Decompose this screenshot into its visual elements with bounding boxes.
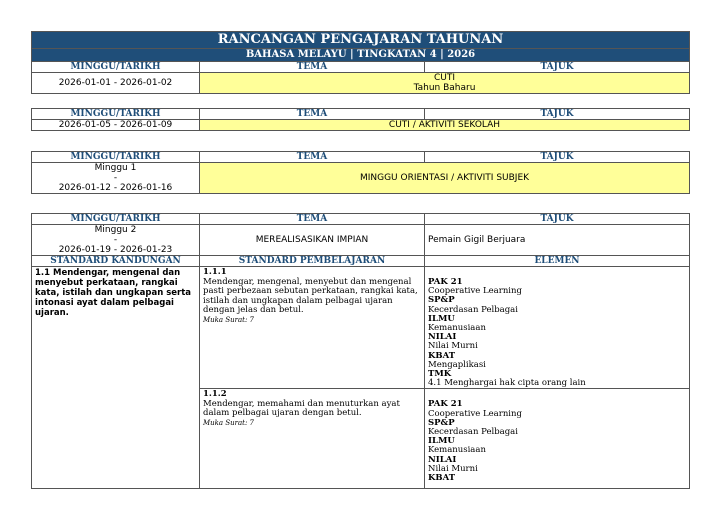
week-dash: - (113, 173, 118, 183)
week-label: Minggu 2 (94, 225, 137, 235)
header-tema: TEMA (200, 62, 425, 73)
standard-pembelajaran-1 (200, 267, 425, 389)
holiday-cell (200, 73, 690, 94)
elemen-pak: Cooperative Learning (428, 408, 522, 419)
page-subtitle: BAHASA MELAYU | TINGKATAN 4 | 2026 (32, 49, 690, 62)
elemen-tmk: 4.1 Menghargai hak cipta orang lain (428, 378, 586, 389)
week-dash: - (113, 235, 118, 245)
elemen-kbat-heading: KBAT (428, 473, 456, 484)
date-cell: 2026-01-05 - 2026-01-09 (32, 120, 200, 131)
activity-cell: CUTI / AKTIVITI SEKOLAH (200, 120, 690, 131)
elemen-spp-heading: SP&P (428, 417, 455, 428)
elemen-1 (425, 267, 690, 389)
elemen-ilmu-heading: ILMU (428, 313, 455, 324)
standard-pembelajaran-2 (200, 389, 425, 489)
elemen-tmk-heading: TMK (428, 369, 452, 380)
header-minggu: MINGGU/TARIKH (32, 109, 200, 120)
elemen-nilai: Nilai Murni (428, 463, 478, 474)
elemen-pak-heading: PAK 21 (428, 277, 463, 287)
header-standard-pembelajaran: STANDARD PEMBELAJARAN (200, 256, 425, 267)
elemen-spp-heading: SP&P (428, 295, 455, 306)
elemen-ilmu: Kemanusiaan (428, 445, 486, 456)
header-minggu: MINGGU/TARIKH (32, 214, 200, 225)
elemen-kbat-heading: KBAT (428, 350, 456, 361)
header-tema: TEMA (200, 152, 425, 163)
week-label: Minggu 1 (94, 163, 137, 173)
elemen-ilmu-heading: ILMU (428, 436, 455, 447)
orientation-cell: MINGGU ORIENTASI / AKTIVITI SUBJEK (200, 163, 690, 194)
date-range: 2026-01-12 - 2026-01-16 (58, 183, 173, 193)
sp-page-ref: Muka Surat: 7 (203, 315, 254, 324)
block-minggu-orientasi (31, 151, 689, 194)
elemen-pak: Cooperative Learning (428, 286, 522, 297)
block-cuti-aktiviti (31, 108, 689, 131)
sp-text: Mendengar, memahami dan menuturkan ayat dalam pelbagai ujaran dengan betul. (203, 398, 400, 419)
week-date-cell (32, 225, 200, 256)
elemen-nilai-heading: NILAI (428, 454, 457, 465)
elemen-2 (425, 389, 690, 489)
page-title: RANCANGAN PENGAJARAN TAHUNAN (32, 32, 690, 49)
sp-page-ref: Muka Surat: 7 (203, 418, 254, 427)
tajuk-cell: Pemain Gigil Berjuara (425, 225, 690, 256)
holiday-name: Tahun Baharu (413, 83, 476, 93)
header-standard-kandungan: STANDARD KANDUNGAN (32, 256, 200, 267)
sp-text: Mendengar, mengenal, menyebut dan mengenal pasti perbezaan sebutan perkataan, rangkai kata, istilah dan ungkapan dalam pelbagai ujaran dengan jelas dan betul. (203, 276, 418, 315)
elemen-nilai-heading: NILAI (428, 332, 457, 343)
header-tema: TEMA (200, 214, 425, 225)
header-minggu: MINGGU/TARIKH (32, 62, 200, 73)
date-range: 2026-01-19 - 2026-01-23 (58, 245, 173, 255)
elemen-pak-heading: PAK 21 (428, 399, 463, 410)
block-cuti-tahun-baharu (31, 31, 689, 94)
elemen-ilmu: Kemanusiaan (428, 323, 486, 334)
week-date-cell (32, 163, 200, 194)
elemen-nilai: Nilai Murni (428, 341, 478, 352)
holiday-label: CUTI (433, 73, 456, 83)
standard-kandungan-cell: 1.1 Mendengar, mengenal dan menyebut perkataan, rangkai kata, istilah dan ungkapan serta intonasi ayat dalam pelbagai ujaran. (32, 267, 200, 489)
block-minggu-2 (31, 213, 689, 489)
sp-code: 1.1.1 (203, 267, 227, 277)
elemen-spp: Kecerdasan Pelbagai (428, 304, 518, 315)
header-minggu: MINGGU/TARIKH (32, 152, 200, 163)
header-elemen: ELEMEN (425, 256, 690, 267)
tema-cell: MEREALISASIKAN IMPIAN (200, 225, 425, 256)
sp-code: 1.1.2 (203, 389, 227, 400)
elemen-kbat: Mengaplikasi (428, 359, 486, 370)
elemen-spp: Kecerdasan Pelbagai (428, 427, 518, 438)
header-tajuk: TAJUK (425, 214, 690, 225)
header-tajuk: TAJUK (425, 152, 690, 163)
header-tema: TEMA (200, 109, 425, 120)
header-tajuk: TAJUK (425, 62, 690, 73)
header-tajuk: TAJUK (425, 109, 690, 120)
date-cell: 2026-01-01 - 2026-01-02 (32, 73, 200, 94)
